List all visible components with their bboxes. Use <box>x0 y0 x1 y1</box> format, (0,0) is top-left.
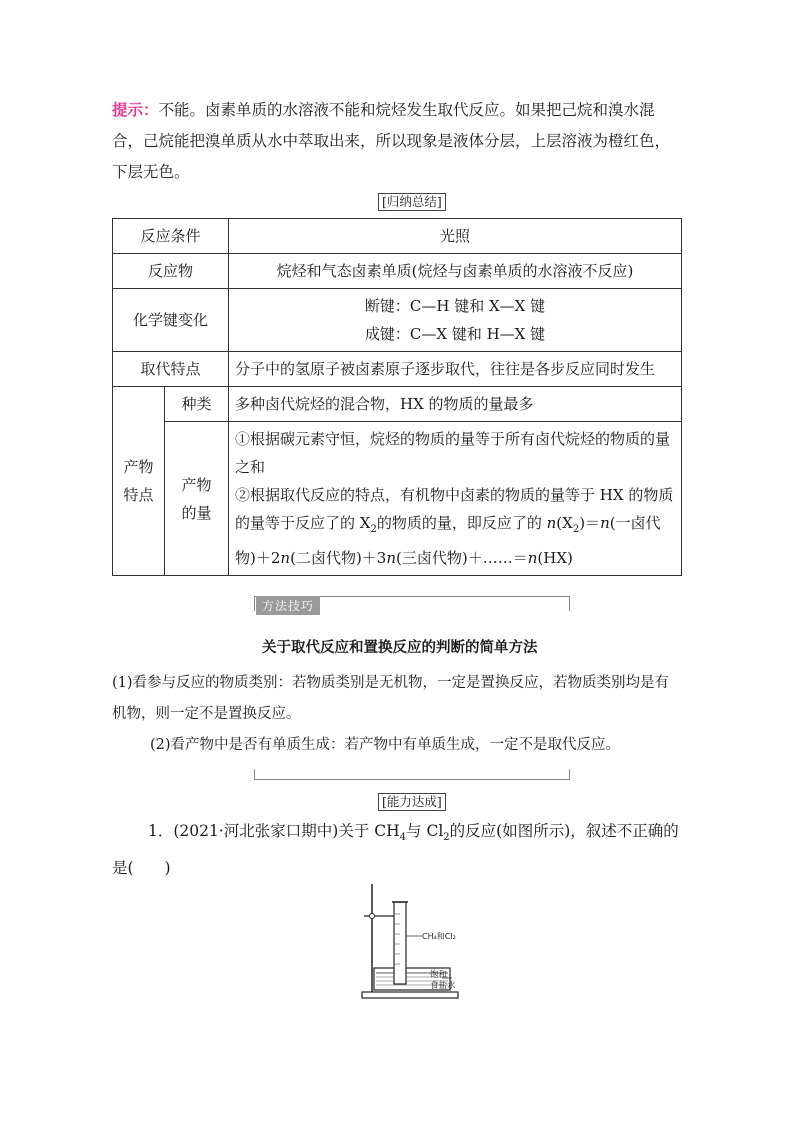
n-symbol: n <box>386 549 397 567</box>
n-symbol: n <box>600 514 610 532</box>
hint-text: 不能。卤素单质的水溶液不能和烷烃发生取代反应。如果把己烷和溴水混合，己烷能把溴单质从水中萃取出来，所以现象是液体分层，上层溶液为橙红色，下层无色。 <box>112 101 671 181</box>
rule-text: (二卤代物)＋3 <box>290 549 387 567</box>
product-key <box>113 387 165 576</box>
method-title: 关于取代反应和置换反应的判断的简单方法 <box>262 639 538 656</box>
rule-text: (三卤代物)＋……＝ <box>396 549 528 567</box>
table-row <box>113 387 682 422</box>
product-key-line: 特点 <box>123 486 154 504</box>
n-symbol: n <box>280 549 291 567</box>
method-tag: 方法技巧 <box>256 596 320 615</box>
clamp-knob <box>370 914 375 919</box>
amount-rule-2 <box>235 481 675 572</box>
amount-key <box>165 422 229 576</box>
rule-text: )＝ <box>579 514 601 532</box>
question-text: 的反应(如图所示)，叙述不正确的是( ) <box>112 822 679 878</box>
stand-base <box>362 992 458 998</box>
amount-value <box>229 422 682 576</box>
method-point-2: (2)看产物中是否有单质生成：若产物中有单质生成，一定不是取代反应。 <box>150 737 621 753</box>
row-key: 反应物 <box>113 254 229 289</box>
n-symbol: n <box>546 514 557 532</box>
bond-break: 断键：C—H 键和 X—X 键 <box>364 297 546 315</box>
ability-tag: [能力达成] <box>378 793 446 811</box>
product-key-line: 产物 <box>123 458 154 476</box>
question-text: 关于 CH <box>338 822 400 840</box>
summary-tag: [归纳总结] <box>378 193 446 211</box>
row-value: 分子中的氢原子被卤素原子逐步取代，往往是各步反应同时发生 <box>229 352 682 387</box>
row-key: 化学键变化 <box>113 289 229 352</box>
rule-text: (HX) <box>537 549 573 567</box>
amount-key-line: 产物 <box>181 475 212 494</box>
solution-label-1: 饱和 <box>430 970 448 980</box>
subscript: 2 <box>370 524 377 535</box>
table-row <box>113 219 682 254</box>
reaction-apparatus-figure <box>360 880 490 1002</box>
question-source: (2021·河北张家口期中) <box>173 822 339 840</box>
method-point-1: (1)看参与反应的物质类别：若物质类别是无机物，一定是置换反应，若物质类别均是有机物，则一定不是置换反应。 <box>112 675 670 722</box>
amount-key-line: 的量 <box>181 503 212 522</box>
hint-label: 提示： <box>112 100 159 119</box>
bond-form: 成键：C—X 键和 H—X 键 <box>364 325 546 343</box>
rule-text: (一卤代物)＋2 <box>235 514 661 567</box>
gas-label: CH₄和Cl₂ <box>422 932 456 941</box>
table-row <box>113 289 682 352</box>
row-value: 光照 <box>229 219 682 254</box>
table-row <box>113 254 682 289</box>
amount-rule-1: ①根据碳元素守恒，烷烃的物质的量等于所有卤代烷烃的物质的量之和 <box>235 430 671 476</box>
solution-label-2: 食盐水 <box>430 981 456 991</box>
subscript: 4 <box>399 832 407 844</box>
table-row <box>113 422 682 576</box>
subscript: 2 <box>572 524 580 535</box>
row-value: 烷烃和气态卤素单质(烷烃与卤素单质的水溶液不反应) <box>229 254 682 289</box>
kind-value: 多种卤代烷烃的混合物，HX 的物质的量最多 <box>229 387 682 422</box>
rule-text: ②根据取代反应的特点，有机物中卤素的物质的量等于 HX 的物质的量等于反应了的 X <box>235 486 674 532</box>
question-1 <box>112 816 682 884</box>
question-text: 与 Cl <box>406 822 444 840</box>
table-row <box>113 352 682 387</box>
row-key: 反应条件 <box>113 219 229 254</box>
rule-text: (X <box>556 514 573 532</box>
subscript: 2 <box>443 832 450 844</box>
rule-text: 的物质的量，即反应了的 <box>376 514 547 532</box>
row-value <box>229 289 682 352</box>
kind-key: 种类 <box>165 387 229 422</box>
question-number: 1． <box>148 822 174 840</box>
summary-table <box>112 218 682 576</box>
hint-paragraph <box>112 94 682 188</box>
row-key: 取代特点 <box>113 352 229 387</box>
n-symbol: n <box>527 549 538 567</box>
